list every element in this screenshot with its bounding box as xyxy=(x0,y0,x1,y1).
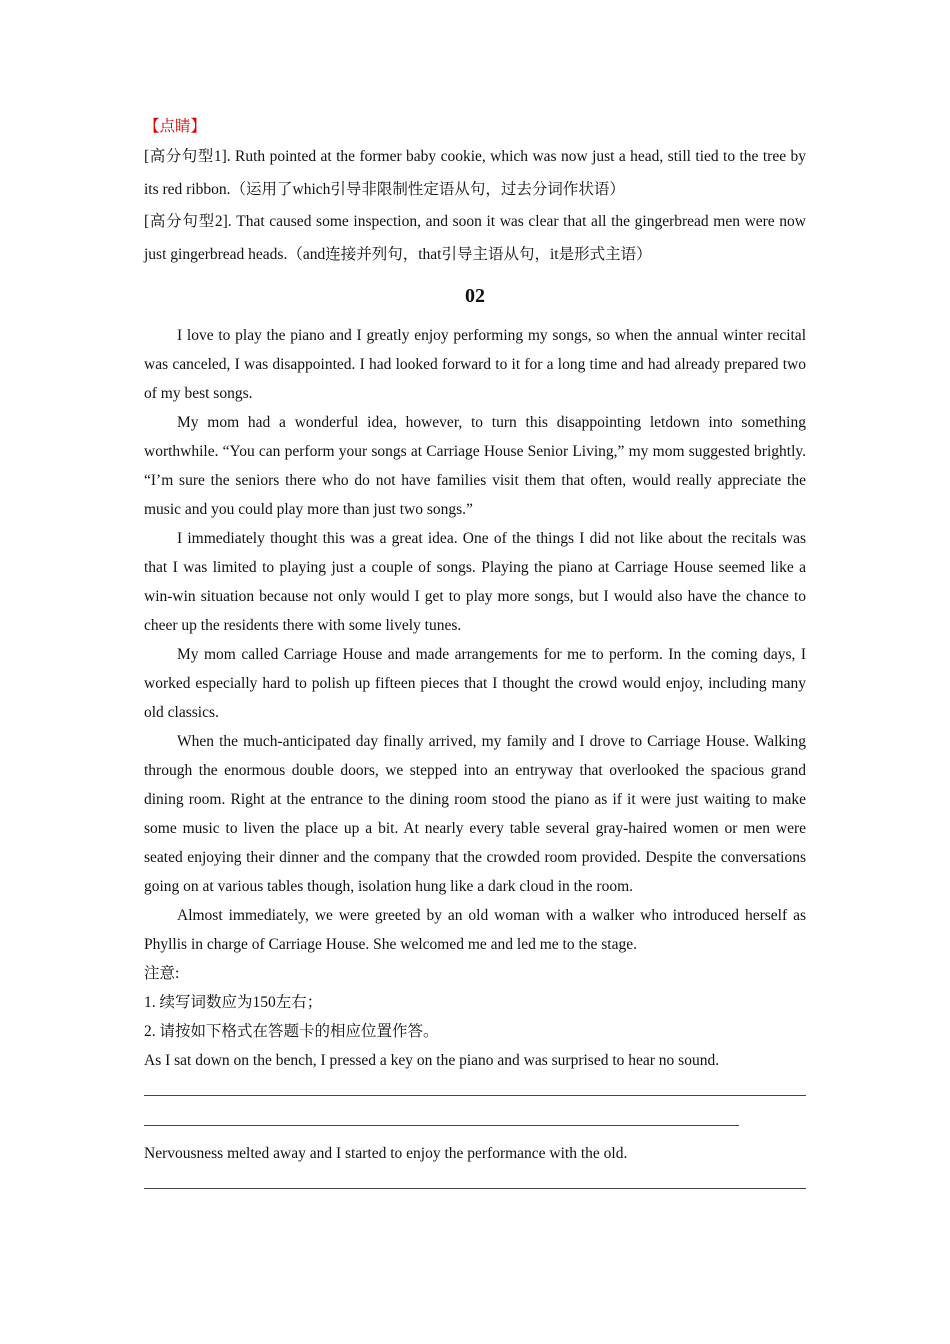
story-paragraph: My mom called Carriage House and made arrangements for me to perform. In the coming days, I worked especially hard to polish up fifteen pieces that I thought the crowd would enjoy, including many old classics. xyxy=(144,646,806,721)
instruction-item: 2. 请按如下格式在答题卡的相应位置作答。 xyxy=(144,1023,439,1040)
document-page xyxy=(144,112,806,1189)
key-sentence-1: [高分句型1]. Ruth pointed at the former baby cookie, which was now just a head, still tied to the tree by its red ribbon.（运用了which引导非限制性定语从句，过去分词作状语） xyxy=(144,148,806,198)
answer-line[interactable] xyxy=(144,1095,806,1096)
first-paragraph-prompt: As I sat down on the bench, I pressed a key on the piano and was surprised to hear no sound. xyxy=(144,1052,720,1069)
story-paragraph: When the much-anticipated day finally arrived, my family and I drove to Carriage House. Walking through the enormous double doors, we stepped into an entryway that overlooked the spacious grand dining room. Right at the entrance to the dining room stood the piano as if it were just waiting to make some music to liven the place up a bit. At nearly every table several gray-haired women or men were seated enjoying their dinner and the company that the crowded room provided. Despite the conversations going on at various tables though, isolation hung like a dark cloud in the room. xyxy=(144,733,806,895)
second-paragraph-prompt: Nervousness melted away and I started to enjoy the performance with the old. xyxy=(144,1145,628,1162)
story-text xyxy=(144,321,806,959)
highlight-tag: 【点睛】 xyxy=(144,118,207,135)
instructions-heading: 注意: xyxy=(144,965,180,982)
story-paragraph: My mom had a wonderful idea, however, to turn this disappointing letdown into something worthwhile. “You can perform your songs at Carriage House Senior Living,” my mom suggested brightly. “I’m sure the seniors there who do not have families visit them that often, would really appreciate the music and you could play more than just two songs.” xyxy=(144,414,806,518)
story-paragraph: Almost immediately, we were greeted by an old woman with a walker who introduced herself as Phyllis in charge of Carriage House. She welcomed me and led me to the stage. xyxy=(144,907,806,953)
instruction-item: 1. 续写词数应为150左右； xyxy=(144,994,323,1011)
answer-line[interactable] xyxy=(144,1188,806,1189)
story-paragraph: I immediately thought this was a great idea. One of the things I did not like about the recitals was that I was limited to playing just a couple of songs. Playing the piano at Carriage House seemed like a win-win situation because not only would I get to play more songs, but I would also have the chance to cheer up the residents there with some lively tunes. xyxy=(144,530,806,634)
key-sentence-2: [高分句型2]. That caused some inspection, and soon it was clear that all the gingerbread men were now just gingerbread heads.（and连接并列句，that引导主语从句，it是形式主语） xyxy=(144,213,806,263)
section-number: 02 xyxy=(465,285,485,307)
story-paragraph: I love to play the piano and I greatly enjoy performing my songs, so when the annual winter recital was canceled, I was disappointed. I had looked forward to it for a long time and had already prepared two of my best songs. xyxy=(144,327,806,402)
